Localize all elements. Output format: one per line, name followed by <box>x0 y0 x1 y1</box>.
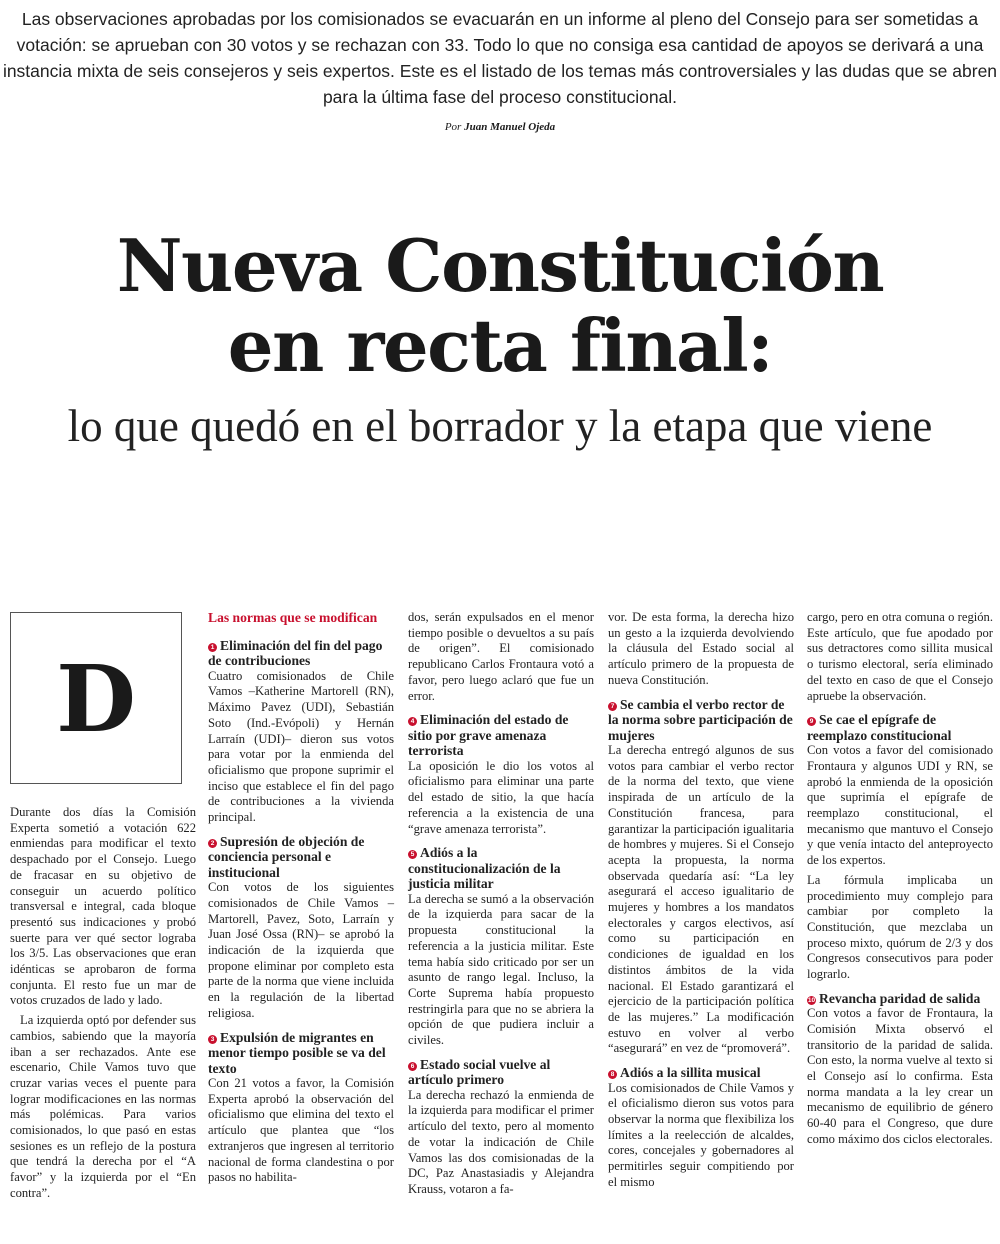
item-3-body-cont: dos, serán expulsados en el menor tiempo posible o devueltos a su país de origen”. El comisionado republicano Carlos Frontaura votó a favor, pero luego aclaró que fue un error. <box>408 610 594 703</box>
byline-author: Juan Manuel Ojeda <box>464 121 556 133</box>
number-badge: 10 <box>807 996 816 1004</box>
item-3-heading: 3 Expulsión de migrantes en menor tiempo posible se va del texto <box>208 1029 386 1076</box>
item-9-body-1: Con votos a favor del comisionado Frontaura y algunos UDI y RN, se aprobó la enmienda de la oposición que suprimía el epígrafe de reemplazo constitucional, el mecanismo que mantuvo el Consejo y que venía intacto del anteproyecto de los expertos. <box>807 743 993 868</box>
column-2 <box>208 610 394 1190</box>
column-5 <box>807 610 993 1152</box>
subheadline: lo que quedó en el borrador y la etapa que viene <box>67 401 933 451</box>
section-title: Las normas que se modifican <box>208 610 378 625</box>
column-4 <box>608 610 794 1195</box>
number-badge: 4 <box>408 717 417 726</box>
item-6-body: La derecha rechazó la enmienda de la izquierda para modificar el primer artículo del texto, pero al momento de votar la indicación de Chile Vamos las dos comisionadas de la DC, Paz Anastasiadis y Alejandra Krauss, votaron a fa- <box>408 1087 594 1196</box>
item-4-heading: 4 Eliminación del estado de sitio por grave amenaza terrorista <box>408 712 569 759</box>
item-1-body: Cuatro comisionados de Chile Vamos –Katherine Martorell (RN), Máximo Pavez (UDI), Sebastián Soto (Ind.-Evópoli) y Hernán Larraín (UDI)– dieron sus votos para votar por la enmienda del oficialismo que propone suprimir el inciso que establece el fin del pago de contribuciones a la vivienda principal. <box>208 668 394 825</box>
number-badge: 9 <box>807 717 816 726</box>
headline <box>0 223 1000 388</box>
item-9-heading: 9 Se cae el epígrafe de reemplazo constitucional <box>807 712 952 743</box>
item-2-body: Con votos de los siguientes comisionados de Chile Vamos –Martorell, Pavez, Soto, Larraín y Juan José Ossa (RN)– se aprobó la indicación de la izquierda que propone eliminar por completo esta parte de la norma que viene incluida en la regulación de la libertad religiosa. <box>208 880 394 1020</box>
col1-paragraph-2: La izquierda optó por defender sus cambios, sabiendo que la mayoría iban a ser rechazados. Ante ese escenario, Chile Vamos tuvo que cruzar varias veces el puente para lograr modificaciones en las normas más polémicas. Para varios comisionados, lo que pasó en estas sesiones es un reflejo de la postura que tendrá la derecha por el “A favor” y la izquierda por el “En contra”. <box>10 1013 196 1200</box>
number-badge: 3 <box>208 1035 217 1044</box>
item-6-body-cont: vor. De esta forma, la derecha hizo un gesto a la izquierda devolviendo la cláusula del Estado social al artículo primero de la propuesta de nueva Constitución. <box>608 610 794 687</box>
item-1-heading: 1 Eliminación del fin del pago de contribuciones <box>208 637 383 669</box>
item-5-body: La derecha se sumó a la observación de la izquierda para sacar de la propuesta constitucional la referencia a la justicia militar. Este tema había sido criticado por ser un asunto de rango legal. Incluso, la Corte Suprema había propuesto restringirla para que no se abriera la opción de que pudiera incluir a civiles. <box>408 891 594 1048</box>
headline-line-2: en recta final: <box>227 303 773 388</box>
number-badge: 8 <box>608 1070 617 1079</box>
column-3 <box>408 610 594 1202</box>
column-1 <box>10 805 196 1206</box>
number-badge: 7 <box>608 702 617 711</box>
item-4-body: La oposición le dio los votos al oficialismo para eliminar una parte del estado de sitio, la que hacía referencia a la existencia de una “grave amenaza terrorista”. <box>408 758 594 836</box>
number-badge: 1 <box>208 643 217 652</box>
item-8-heading: 8 Adiós a la sillita musical <box>608 1065 794 1081</box>
dropcap-box <box>10 612 182 784</box>
dropcap-letter: D <box>56 645 136 753</box>
col1-paragraph-1: Durante dos días la Comisión Experta sometió a votación 622 enmiendas para modificar el texto despachado por el Consejo. Luego de fracasar en su objetivo de conseguir un acuerdo político transversal e integral, cada bloque presentó sus indicaciones y probó suerte para ver qué sector lograba los 3/5. Las observaciones que eran idénticas se aprobaron de forma conjunta. El resto fue un mar de votos cruzados de lado y lado. <box>10 805 196 1008</box>
byline-prefix: Por <box>444 121 462 133</box>
item-6-heading: 6 Estado social vuelve al artículo primero <box>408 1056 551 1088</box>
item-7-heading: 7 Se cambia el verbo rector de la norma sobre participación de mujeres <box>608 696 793 743</box>
number-badge: 5 <box>408 850 417 859</box>
item-9-body-2: La fórmula implicaba un procedimiento muy complejo para cambiar por completo la Constitución, que mezclaba un proceso mixto, quórum de 2/3 y dos Congresos consecutivos para poder lograrlo. <box>807 872 993 982</box>
number-badge: 6 <box>408 1062 417 1071</box>
item-5-heading: 5 Adiós a la constitucionalización de la justicia militar <box>408 845 561 892</box>
headline-line-1: Nueva Constitución <box>116 223 884 308</box>
item-7-body: La derecha entregó algunos de sus votos para cambiar el verbo rector de la norma del texto, que viene inspirada de un artículo de la Constitución francesa, para garantizar la participación igualitaria de hombres y mujeres. Si el Consejo acepta la propuesta, la norma observada quedaría así: “La ley asegurará el acceso igualitario de mujeres y hombres a los mandatos electorales y cargos electivos, así como su participación en condiciones de igualdad en los distintos ámbitos de la vida nacional. El Estado garantizará el ejercicio de la participación política de las mujeres.” La modificación estuvo en volver al verbo “asegurará” en vez de “promoverá”. <box>608 743 794 1056</box>
item-8-body-cont: cargo, pero en otra comuna o región. Este artículo, que fue apodado por sus detractores como sillita musical o turismo electoral, sería eliminado del texto en caso de que el Consejo apruebe la observación. <box>807 610 993 703</box>
byline <box>0 121 1000 133</box>
item-10-heading: 10 Revancha paridad de salida <box>807 990 981 1006</box>
item-3-body: Con 21 votos a favor, la Comisión Experta aprobó la observación del oficialismo que elimina del texto el artículo que plantea que “los extranjeros que ingresen al territorio nacional de forma clandestina o por pasos no habilita- <box>208 1076 394 1185</box>
item-8-body: Los comisionados de Chile Vamos y el oficialismo dieron sus votos para observar la norma que flexibiliza los límites a la reelección de alcaldes, cores, concejales y gobernadores al permitirles seguir compitiendo por el mismo <box>608 1080 794 1189</box>
item-2-heading: 2 Supresión de objeción de conciencia personal e institucional <box>208 833 365 880</box>
item-10-body: Con votos a favor de Frontaura, la Comisión Mixta observó el transitorio de la paridad de salida. Con esto, la norma vuelve al texto si el Consejo así lo confirma. Esta norma mandata a la ley crear un mecanismo de equilibrio de género 60-40 para el Congreso, que dure como máximo dos ciclos electorales. <box>807 1006 993 1146</box>
number-badge: 2 <box>208 839 217 848</box>
intro-paragraph: Las observaciones aprobadas por los comisionados se evacuarán en un informe al pleno del Consejo para ser sometidas a votación: se aprueban con 30 votos y se rechazan con 33. Todo lo que no consiga esa cantidad de apoyos se derivará a una instancia mixta de seis consejeros y seis expertos. Este es el listado de los temas más controversiales y las dudas que se abren para la última fase del proceso constitucional. <box>2 9 998 107</box>
